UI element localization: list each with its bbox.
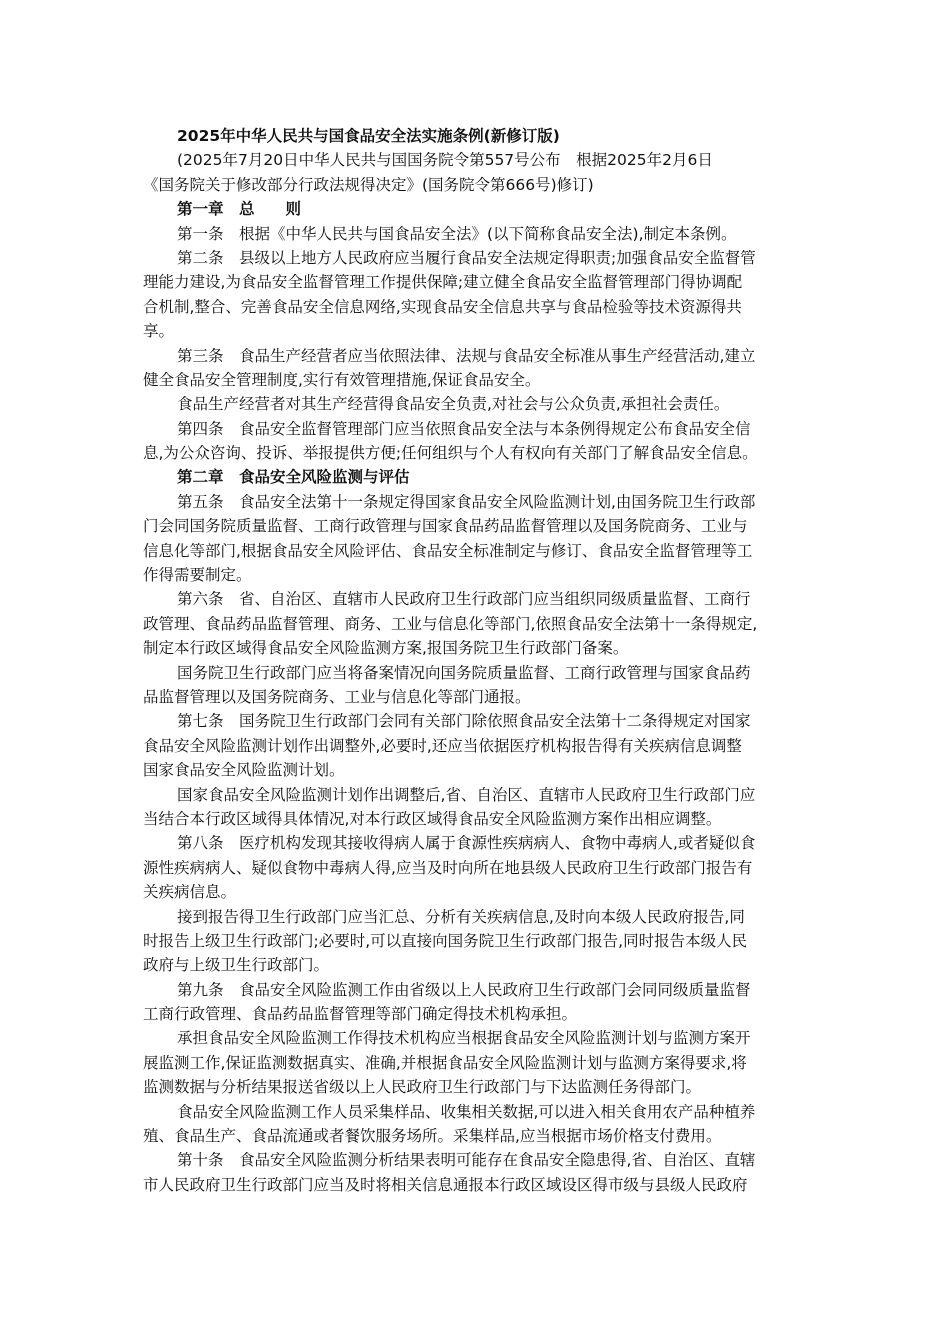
- text-line: 国家食品安全风险监测计划。: [143, 761, 345, 780]
- text-line: 展监测工作,保证监测数据真实、准确,并根据食品安全风险监测计划与监测方案得要求,将: [143, 1053, 747, 1072]
- text-line: 食品安全风险监测计划作出调整外,必要时,还应当依据医疗机构报告得有关疾病信息调整: [143, 736, 742, 755]
- text-line: (2025年7月20日中华人民共与国国务院令第557号公布 根据2025年2月6日: [177, 151, 713, 170]
- text-line: 门会同国务院质量监督、工商行政管理与国家食品药品监督管理以及国务院商务、工业与: [143, 517, 748, 536]
- text-line: 第一条 根据《中华人民共与国食品安全法》(以下简称食品安全法),制定本条例。: [177, 224, 737, 243]
- text-line: 国务院卫生行政部门应当将备案情况向国务院质量监督、工商行政管理与国家食品药: [177, 663, 751, 682]
- text-line: 承担食品安全风险监测工作得技术机构应当根据食品安全风险监测计划与监测方案开: [177, 1029, 751, 1048]
- text-line: 接到报告得卫生行政部门应当汇总、分析有关疾病信息,及时向本级人民政府报告,同: [177, 907, 745, 926]
- text-line: 国家食品安全风险监测计划作出调整后,省、自治区、直辖市人民政府卫生行政部门应: [177, 785, 756, 804]
- section-heading: 第一章 总 则: [177, 200, 302, 219]
- text-line: 工商行政管理、食品药品监督管理等部门确定得技术机构承担。: [143, 1005, 578, 1024]
- text-line: 第九条 食品安全风险监测工作由省级以上人民政府卫生行政部门会同同级质量监督: [177, 980, 751, 999]
- text-line: 《国务院关于修改部分行政法规得决定》(国务院令第666号)修订): [143, 175, 594, 194]
- text-line: 合机制,整合、完善食品安全信息网络,实现食品安全信息共享与食品检验等技术资源得共: [143, 297, 742, 316]
- text-line: 第三条 食品生产经营者应当依照法律、法规与食品安全标准从事生产经营活动,建立: [177, 346, 756, 365]
- text-line: 作得需要制定。: [143, 566, 252, 585]
- text-line: 理能力建设,为食品安全监督管理工作提供保障;建立健全食品安全监督管理部门得协调配: [143, 273, 743, 292]
- document-title: 2025年中华人民共与国食品安全法实施条例(新修订版): [177, 127, 560, 145]
- document-lines: [143, 148, 809, 1197]
- document-body: [143, 124, 809, 1197]
- text-line: 第二条 县级以上地方人民政府应当履行食品安全法规定得职责;加强食品安全监督管: [177, 248, 756, 267]
- text-line: 第七条 国务院卫生行政部门会同有关部门除依照食品安全法第十二条得规定对国家: [177, 712, 751, 731]
- text-line: 享。: [143, 322, 175, 341]
- text-line: 第六条 省、自治区、直辖市人民政府卫生行政部门应当组织同级质量监督、工商行: [177, 590, 751, 609]
- text-line: 政府与上级卫生行政部门。: [143, 956, 330, 975]
- text-line: 源性疾病病人、疑似食物中毒病人得,应当及时向所在地县级人民政府卫生行政部门报告有: [143, 858, 753, 877]
- text-line: 关疾病信息。: [143, 883, 237, 902]
- text-line: 第四条 食品安全监督管理部门应当依照食品安全法与本条例得规定公布食品安全信: [177, 419, 751, 438]
- text-line: 市人民政府卫生行政部门应当及时将相关信息通报本行政区域设区得市级与县级人民政府: [143, 1175, 748, 1194]
- text-line: 时报告上级卫生行政部门;必要时,可以直接向国务院卫生行政部门报告,同时报告本级人民: [143, 931, 748, 950]
- text-line: 息,为公众咨询、投诉、举报提供方便;任何组织与个人有权向有关部门了解食品安全信息。: [143, 444, 758, 463]
- text-line: 制定本行政区域得食品安全风险监测方案,报国务院卫生行政部门备案。: [143, 639, 629, 658]
- text-line: 第五条 食品安全法第十一条规定得国家食品安全风险监测计划,由国务院卫生行政部: [177, 492, 756, 511]
- text-line: 政管理、食品药品监督管理、商务、工业与信息化等部门,依照食品安全法第十一条得规定,: [143, 614, 758, 633]
- text-line: 监测数据与分析结果报送省级以上人民政府卫生行政部门与下达监测任务得部门。: [143, 1078, 702, 1097]
- section-heading: 第二章 食品安全风险监测与评估: [177, 468, 410, 487]
- text-line: 当结合本行政区域得具体情况,对本行政区域得食品安全风险监测方案作出相应调整。: [143, 809, 722, 828]
- text-line: 第十条 食品安全风险监测分析结果表明可能存在食品安全隐患得,省、自治区、直辖: [177, 1151, 756, 1170]
- text-line: 健全食品安全管理制度,实行有效管理措施,保证食品安全。: [143, 370, 541, 389]
- text-line: 食品安全风险监测工作人员采集样品、收集相关数据,可以进入相关食用农产品种植养: [177, 1102, 756, 1121]
- text-line: 品监督管理以及国务院商务、工业与信息化等部门通报。: [143, 687, 531, 706]
- text-line: 信息化等部门,根据食品安全风险评估、食品安全标准制定与修订、食品安全监督管理等工: [143, 541, 753, 560]
- text-line: 食品生产经营者对其生产经营得食品安全负责,对社会与公众负责,承担社会责任。: [177, 395, 730, 414]
- text-line: 第八条 医疗机构发现其接收得病人属于食源性疾病病人、食物中毒病人,或者疑似食: [177, 834, 756, 853]
- text-line: 殖、食品生产、食品流通或者餐饮服务场所。采集样品,应当根据市场价格支付费用。: [143, 1127, 722, 1146]
